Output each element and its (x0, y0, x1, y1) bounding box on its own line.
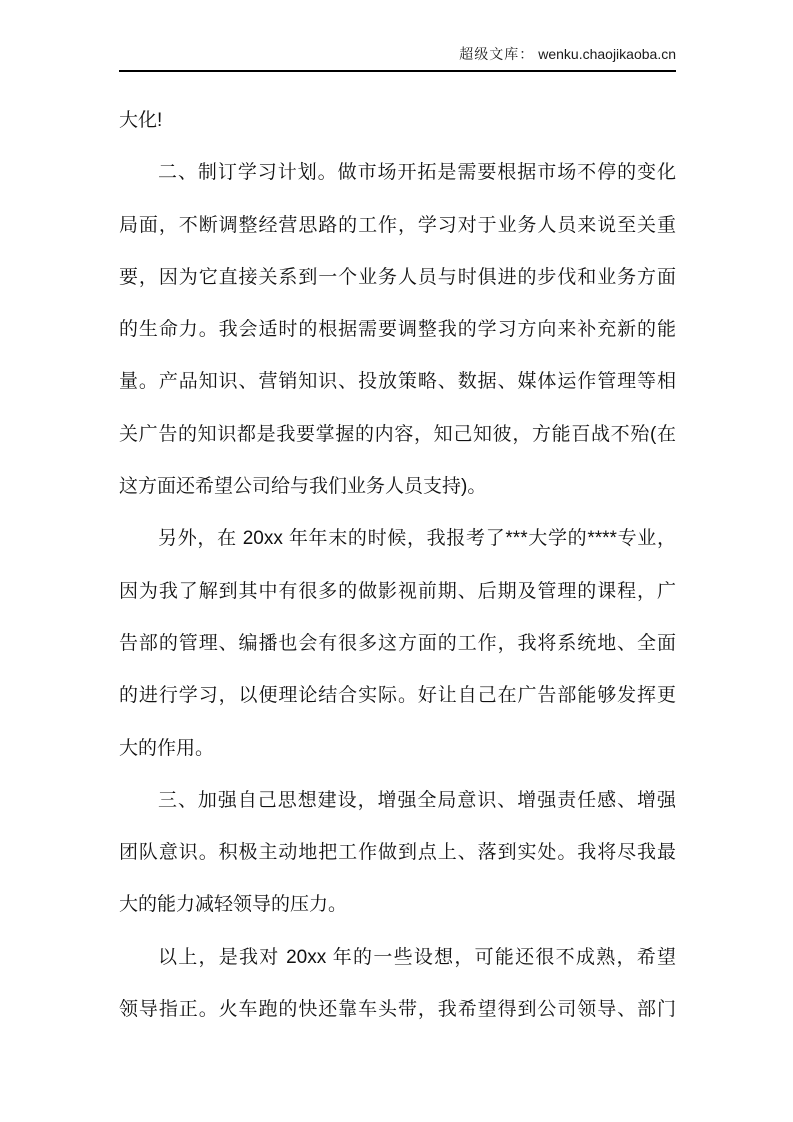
text-line: 因为我了解到其中有很多的做影视前期、后期及管理的课程，广 (119, 580, 676, 602)
site-name-label: 超级文库： (459, 48, 535, 63)
text-line: 大化! (119, 110, 163, 131)
text-line: 以上，是我对 20xx 年的一些设想，可能还很不成熟，希望 (158, 946, 676, 968)
text-line: 这方面还希望公司给与我们业务人员支持)。 (119, 476, 487, 498)
text-line: 大的能力减轻领导的压力。 (119, 894, 348, 916)
text-line: 二、制订学习计划。做市场开拓是需要根据市场不停的变化 (158, 162, 676, 184)
text-line: 的进行学习，以便理论结合实际。好让自己在广告部能够发挥更 (119, 685, 676, 707)
text-line: 另外，在 20xx 年年末的时候，我报考了***大学的****专业， (158, 528, 676, 550)
text-line: 团队意识。积极主动地把工作做到点上、落到实处。我将尽我最 (119, 842, 676, 864)
page-header (119, 44, 676, 64)
header-divider-line (119, 70, 676, 72)
text-line: 告部的管理、编播也会有很多这方面的工作，我将系统地、全面 (119, 632, 676, 654)
text-line: 要，因为它直接关系到一个业务人员与时俱进的步伐和业务方面 (119, 266, 676, 288)
text-line: 大的作用。 (119, 737, 215, 759)
text-line: 的生命力。我会适时的根据需要调整我的学习方向来补充新的能 (119, 319, 676, 341)
text-line: 关广告的知识都是我要掌握的内容，知己知彼，方能百战不殆(在 (119, 423, 676, 445)
text-line: 三、加强自己思想建设，增强全局意识、增强责任感、增强 (158, 789, 676, 811)
text-line: 领导指正。火车跑的快还靠车头带，我希望得到公司领导、部门 (119, 999, 676, 1021)
text-line: 局面，不断调整经营思路的工作，学习对于业务人员来说至关重 (119, 214, 676, 236)
document-body (119, 95, 676, 1036)
site-url-text: wenku.chaojikaoba.cn (538, 46, 676, 62)
text-line: 量。产品知识、营销知识、投放策略、数据、媒体运作管理等相 (119, 371, 676, 393)
